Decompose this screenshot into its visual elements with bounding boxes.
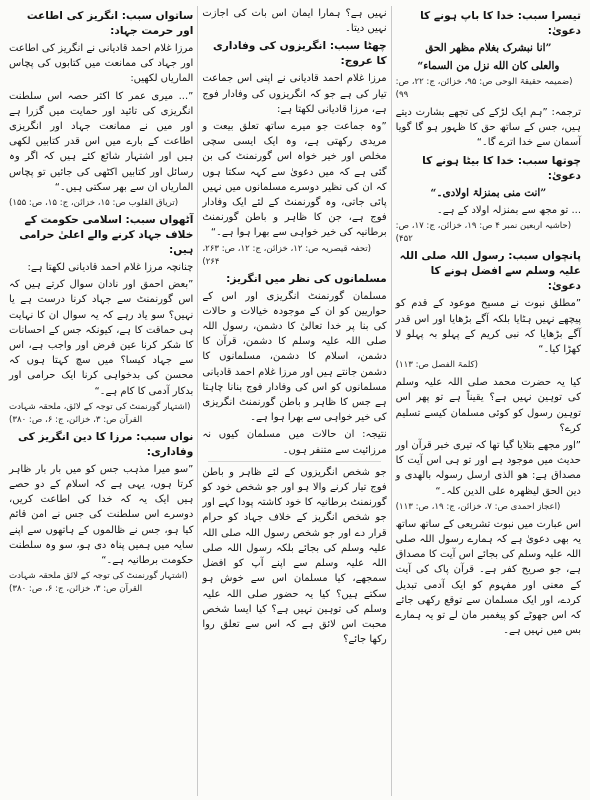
arabic-verse: ”انت منی بمنزلۃ اولادی۔“: [430, 186, 547, 199]
citation-reference: (تحفہ قیصریہ ص: ۱۲، خزائن، ج: ۱۲، ص: ۲۶۳، ۲۶۴): [202, 243, 372, 267]
section-heading: تیسرا سبب: خدا کا باپ ہونے کا دعویٰ:: [420, 10, 581, 37]
body-paragraph: کیا یہ حضرت محمد صلی اللہ علیہ وسلم کی توہین نہیں ہے؟ یقیناً ہے تو پھر اس توہین رسول کو کوئی مسلمان کیسے تسلیم کرے؟: [395, 377, 581, 434]
section-heading: مسلمانوں کی نظر میں انگریز:: [226, 272, 387, 285]
body-paragraph: اس عبارت میں نبوت تشریعی کے ساتھ ساتھ یہ بھی دعویٰ ہے کہ ہمارے رسول اللہ صلی اللہ علیہ وسلم کی بجائے اس آیت کا مصداق ہے، جو صریح کفر ہے۔ قرآن پاک کی آیت کے معنی اور مفہوم کو ایک آدمی تبدیل کردے، اور ایک مسلمان سے توقع رکھی جائے کہ اس جھوٹے کو پیغمبر مان لے تو یہ ہمارے بس میں نہیں ہے۔: [395, 518, 581, 637]
section-heading: چوتھا سبب: خدا کا بیٹا ہونے کا دعویٰ:: [422, 154, 581, 182]
separator-rule: [208, 461, 380, 462]
block-quote: ”مطلق نبوت نے مسیح موعود کے قدم کو پیچھے نہیں ہٹایا بلکہ آگے بڑھایا اور اس قدر آگے بڑھایا کہ نبی کریم کے پہلو بہ پہلو لا کھڑا کیا۔“: [395, 298, 581, 355]
body-paragraph: نتیجہ: ان حالات میں مسلمان کیوں نہ مرزائیت سے متنفر ہوں۔: [202, 429, 387, 456]
citation-reference: (حاشیہ اربعین نمبر ۴ ص: ۱۹، خزائن، ج: ۱۷، ص: ۴۵۲): [395, 221, 572, 245]
citation-reference: (کلمۃ الفصل ص: ۱۱۳): [395, 360, 478, 371]
citation-reference: (اشتہار گورنمنٹ کی توجہ کے لائق ملحقہ شہادت القرآن ص: ۳، خزائن، ج: ۶، ص: ۳۸۰): [8, 571, 188, 595]
three-column-layout: [5, 6, 585, 796]
citation-reference: (تریاق القلوب ص: ۱۵، خزائن، ج: ۱۵، ص: ۱۵۵): [8, 198, 179, 209]
body-paragraph: ... تو مجھ سے بمنزلہ اولاد کے ہے۔: [436, 205, 581, 217]
right-column: [392, 6, 585, 796]
citation-reference: (اعجاز احمدی ص: ۷، خزائن، ج: ۱۹، ص: ۱۱۳): [395, 501, 561, 512]
citation-reference: (ضمیمہ حقیقۃ الوحی ص: ۹۵، خزائن، ج: ۲۲، ص: ۹۹): [395, 77, 573, 100]
body-paragraph: چنانچہ مرزا غلام احمد قادیانی لکھتا ہے:: [27, 262, 194, 274]
body-paragraph: ترجمہ: ”ہم ایک لڑکے کی تجھے بشارت دیتے ہیں، جس کے ساتھ حق کا ظہور ہو گا گویا آسمان سے خدا اترے گا۔“: [395, 107, 581, 149]
body-paragraph: مرزا غلام احمد قادیانی نے انگریز کی اطاعت اور جہاد کی ممانعت میں کتابوں کی پچاس الماریاں لکھیں:: [8, 43, 194, 85]
block-quote: ”... میری عمر کا اکثر حصہ اس سلطنت انگریزی کی تائید اور حمایت میں گزرا ہے اور میں نے ممانعت جہاد اور انگریزی اطاعت کے بارے میں اس قدر کتابیں لکھی ہیں اور اشتہار شائع کئے ہیں کہ اگر وہ رسائل اور کتابیں اکٹھی کی جائیں تو پچاس الماریاں ان سے بھر سکتی ہیں۔“: [8, 90, 194, 193]
section-heading: چھٹا سبب: انگریزوں کی وفاداری کا عروج:: [212, 40, 387, 68]
section-heading: ساتواں سبب: انگریز کی اطاعت اور حرمت جہاد:: [26, 10, 194, 37]
block-quote: ”بعض احمق اور نادان سوال کرتے ہیں کہ اس گورنمنٹ سے جہاد کرنا درست ہے یا نہیں؟ سو یاد رہے کہ یہ سوال ان کا نہایت ہی حماقت کا ہے، کیونکہ جس کے احسانات کا شکر کرنا عین فرض اور واجب ہے، اس سے جہاد کیسا؟ میں سچ کہتا ہوں کہ محسن کی بدخواہی کرنا ایک حرامی اور بدکار آدمی کا کام ہے۔“: [8, 279, 194, 397]
body-paragraph: جو شخص انگریزوں کے لئے ظاہر و باطن فوج تیار کرنے والا ہو اور جو شخص خود کو گورنمنٹ برطانیہ کا خود کاشتہ پودا کہے اور جو شخص انگریز کے خلاف جہاد کو حرام قرار دے اور جو شخص رسول اللہ صلی اللہ علیہ وسلم کی بجائے بلکہ رسول اللہ صلی اللہ علیہ وسلم سے اپنے آپ کو افضل سمجھے، کیا مسلمان اس سے خوش ہو سکتے ہیں؟ کیا یہ حضور صلی اللہ علیہ وسلم کی توہین نہیں ہے؟ کیا ایسا شخص محبت اس لائق ہے کہ اس سے تعلق روا رکھا جائے؟: [202, 466, 387, 646]
body-paragraph: مرزا غلام احمد قادیانی نے اپنی اس جماعت تیار کی ہے جو کہ انگریزوں کی وفادار فوج ہے، مرزا قادیانی لکھتا ہے:: [202, 73, 387, 115]
block-quote: ”اور مجھے بتلایا گیا تھا کہ تیری خبر قرآن اور حدیث میں موجود ہے اور تو ہی اس آیت کا مصداق ہے: ھو الذی ارسل رسولہ بالھدی و دین الحق لیظھرہ علی الدین کلہ۔“: [395, 439, 581, 497]
section-heading: نواں سبب: مرزا کا دین انگریز کی وفاداری:: [17, 430, 194, 458]
section-heading: آٹھواں سبب: اسلامی حکومت کے خلاف جہاد کرنے والے اعلیٰ حرامی ہیں:: [19, 214, 194, 257]
arabic-verse: ”انا نبشرک بغلام مظھر الحق: [425, 42, 552, 54]
body-paragraph: نہیں ہے؟ ہمارا ایمان اس بات کی اجازت نہیں دیتا۔: [202, 8, 387, 35]
citation-reference: (اشتہار گورنمنٹ کی توجہ کے لائق، ملحقہ شہادت القرآن ص: ۳، خزائن، ج: ۶، ص: ۳۸۰): [8, 401, 191, 425]
middle-column: [198, 6, 391, 796]
section-heading: پانچواں سبب: رسول اللہ صلی اللہ علیہ وسلم سے افضل ہونے کا دعویٰ:: [399, 250, 581, 293]
arabic-verse: والعلی کان الله نزل من السماء“: [417, 59, 560, 72]
body-paragraph: مسلمان گورنمنٹ انگریزی اور اس کے حواریین کو ان کے موجودہ خیالات و حالات کی بنا پر خدا تعالیٰ کا دشمن، رسول اللہ صلی اللہ علیہ وسلم کا دشمن، قرآن کا دشمن، اسلام کا دشمن، مسلمانوں کا دشمن جانتے ہیں اور مرزا غلام احمد قادیانی مسلمانوں کو اس کی وفادار فوج بنانا چاہتا ہے جس کا ظاہر و باطن گورنمنٹ انگریزی کی خیر خواہی سے بھرا ہوا ہے۔: [202, 290, 387, 424]
block-quote: ”وہ جماعت جو میرے ساتھ تعلق بیعت و مریدی رکھتی ہے، وہ ایک ایسی سچی مخلص اور خیر خواہ اس گورنمنٹ کی بن گئی ہے کہ میں دعویٰ سے کہہ سکتا ہوں کہ ان کی نظیر دوسرے مسلمانوں میں نہیں پائی جاتی، وہ گورنمنٹ کے لئے ایک وفادار فوج ہے، جن کا ظاہر و باطن گورنمنٹ برطانیہ کی خیر خواہی سے بھرا ہوا ہے۔“: [202, 121, 387, 239]
left-column: [5, 6, 198, 796]
block-quote: ”سو میرا مذہب جس کو میں بار بار ظاہر کرتا ہوں، یہی ہے کہ اسلام کے دو حصے ہیں ایک یہ کہ خدا کی اطاعت کریں، دوسرے اس سلطنت کی جس نے امن قائم کیا ہو، جس نے ظالموں کے ہاتھوں سے اپنے سایہ میں ہمیں پناہ دی ہو، سو وہ سلطنت حکومت برطانیہ ہے۔“: [8, 463, 194, 567]
